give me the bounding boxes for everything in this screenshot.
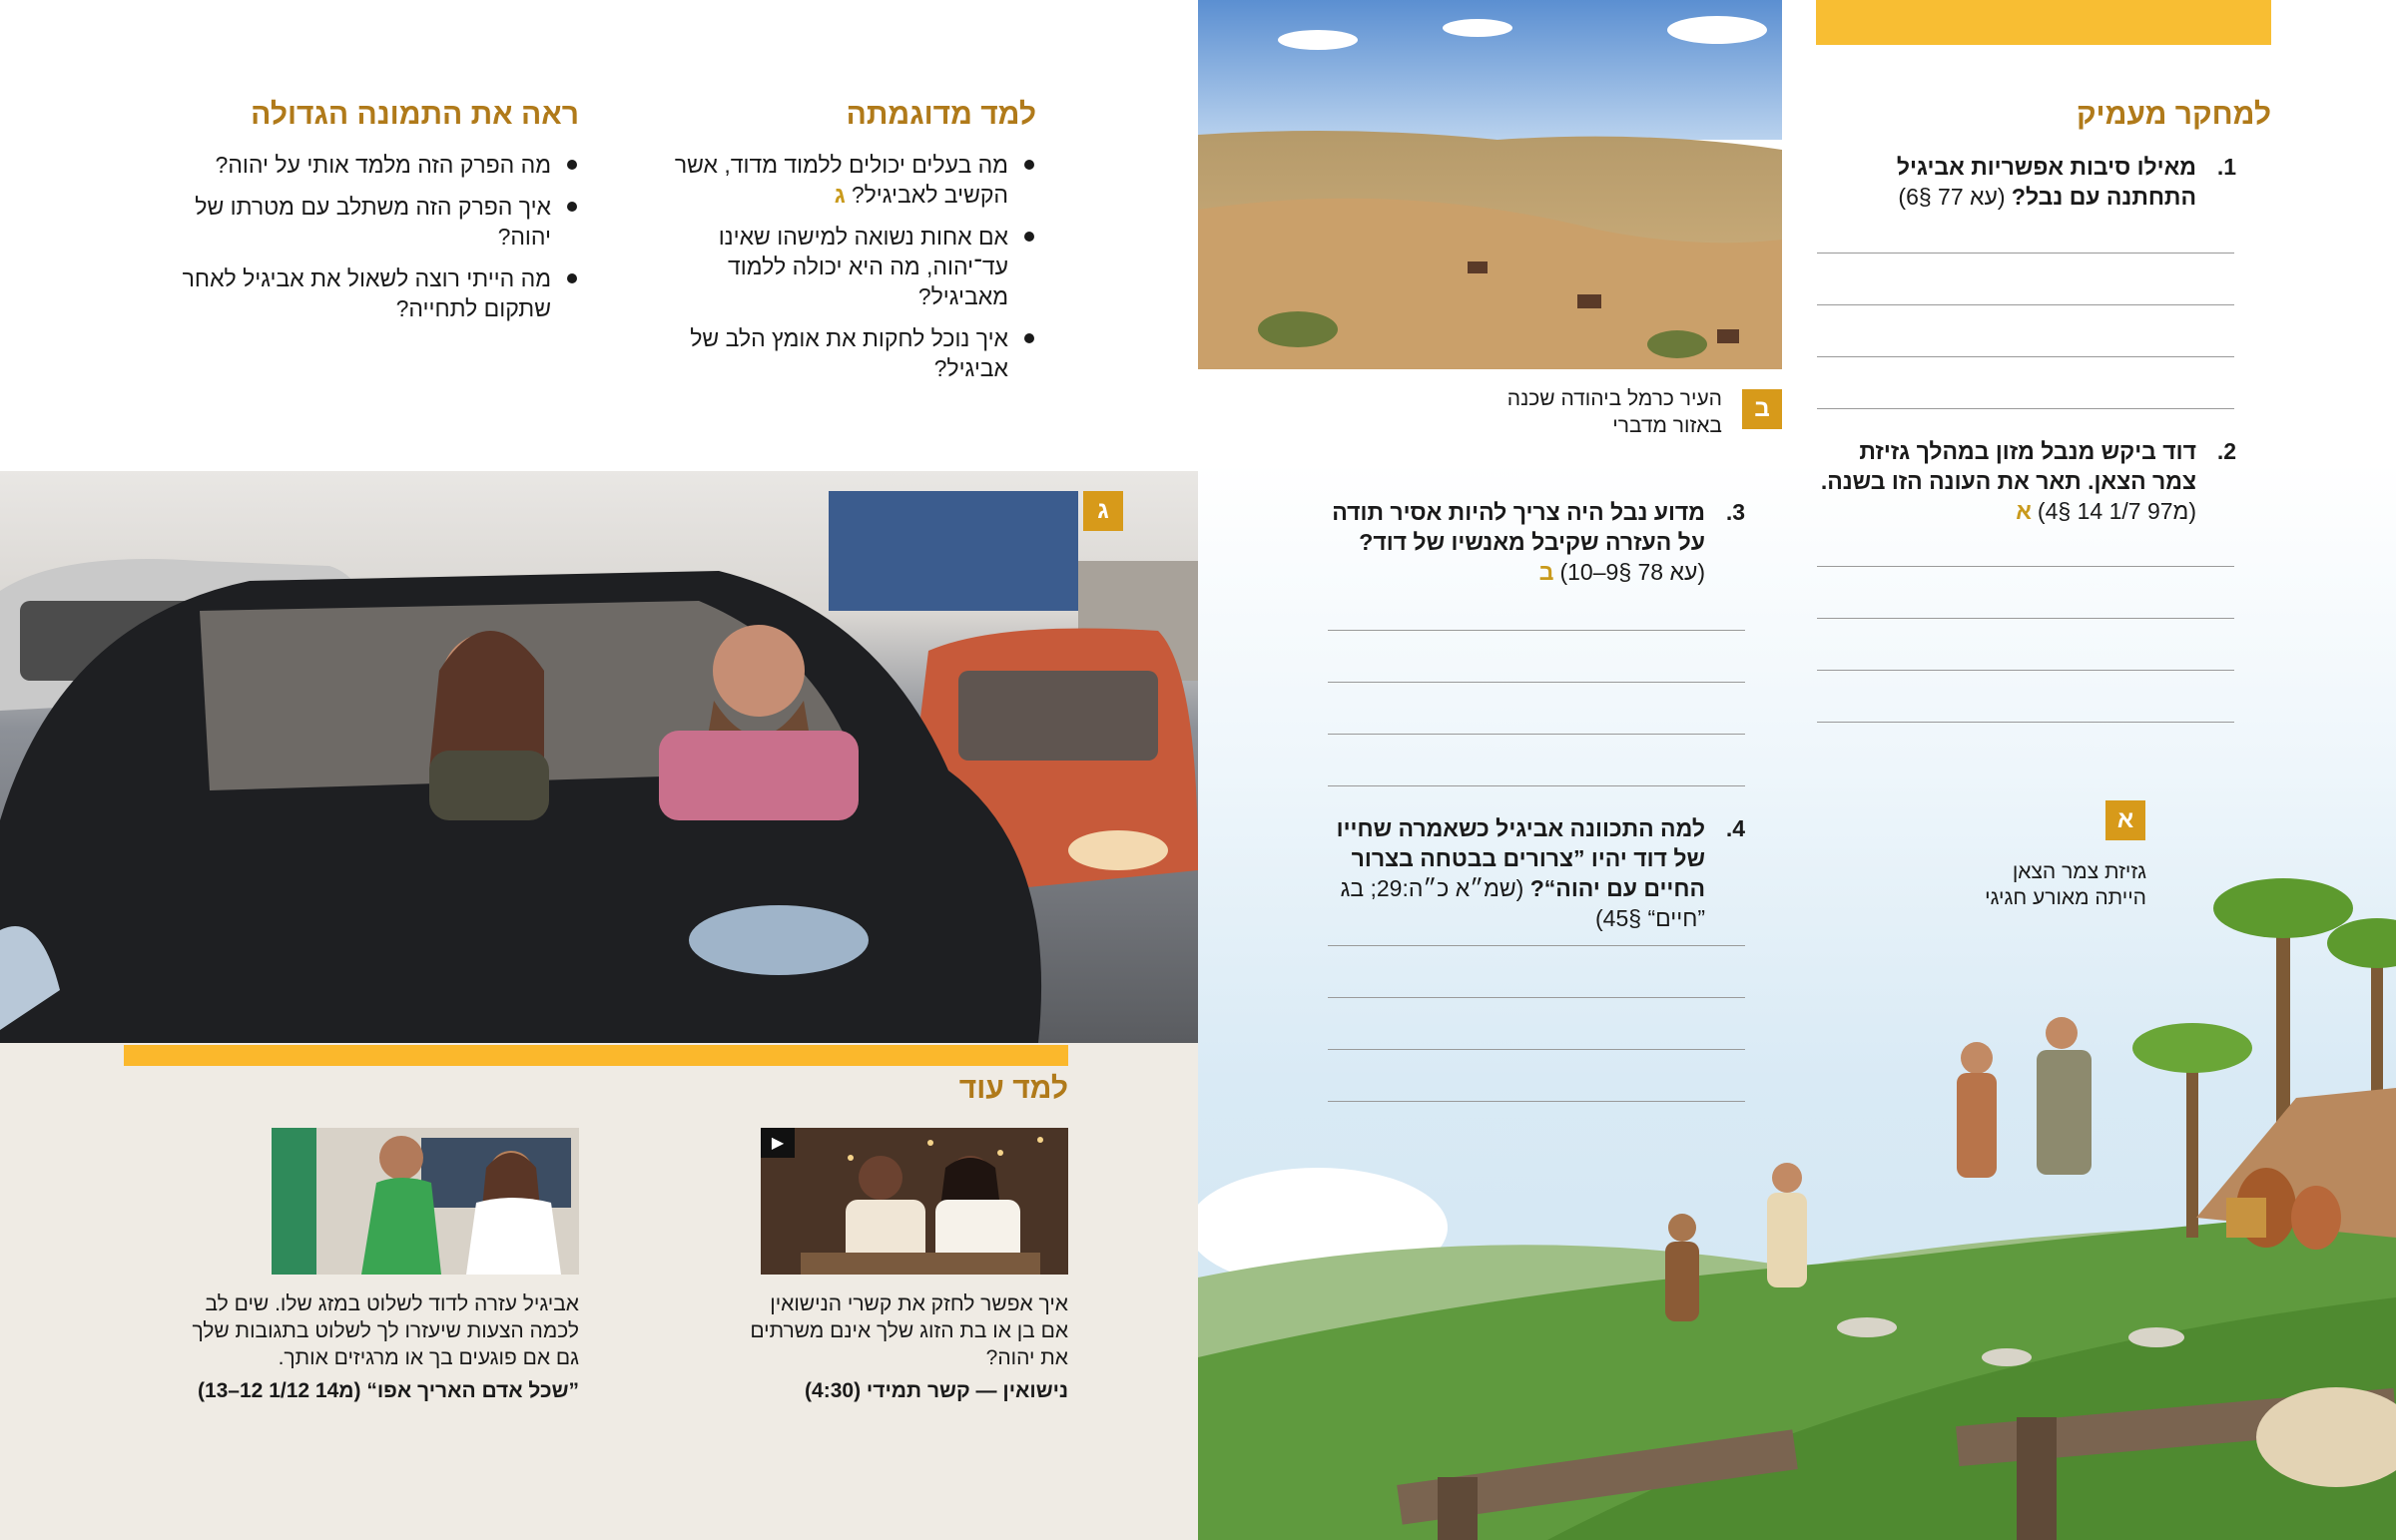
answer-line[interactable] [1328, 785, 1745, 786]
photo-b-caption-line1: העיר כרמל ביהודה שכנה [1506, 387, 1722, 410]
answer-line[interactable] [1328, 997, 1745, 998]
couple-car-photo [0, 471, 1198, 1043]
couple-dinner-illustration [761, 1128, 1068, 1275]
big-picture-list [160, 150, 579, 323]
answer-line[interactable] [1328, 1101, 1745, 1102]
article-thumbnail[interactable] [272, 1128, 579, 1275]
answer-line[interactable] [1328, 945, 1745, 946]
article-source-link[interactable]: ”שכל אדם האריך אפו“ (מ14 1/12 12–13) [197, 1379, 579, 1402]
answer-line[interactable] [1328, 682, 1745, 683]
learn-more-band [124, 1045, 1068, 1066]
illustration-a-caption-line1: גזיזת צמר הצאן [2012, 860, 2146, 883]
list-item: אם אחות נשואה למישהו שאינו עד־יהוה, מה היא יכולה ללמוד מאביגיל? [649, 222, 1008, 311]
question-number: 1. [2216, 154, 2236, 180]
answer-line[interactable] [1328, 630, 1745, 631]
answer-line[interactable] [1817, 253, 2234, 254]
big-picture-section [160, 98, 579, 335]
illustration-a-caption-line2: הייתה מאורע חגיגי [1985, 886, 2146, 909]
answer-line[interactable] [1817, 670, 2234, 671]
list-item: איך הפרק הזה משתלב עם מטרתו של יהוה? [160, 192, 551, 252]
video-thumbnail[interactable] [761, 1128, 1068, 1275]
research-question-2: 2. דוד ביקש מנבל מזון במהלך גזיזת צמר הצאן. תאר את העונה הזו בשנה. (מ97 1/7 14 §4)א [1820, 438, 2236, 524]
section-tab-decoration [1816, 0, 2271, 45]
video-source-link[interactable]: נישואין — קשר תמידי (4:30) [805, 1379, 1068, 1402]
play-icon[interactable]: ▶ [761, 1128, 795, 1158]
answer-line[interactable] [1328, 1049, 1745, 1050]
research-question-4: 4. למה התכוונה אביגיל כשאמרה שחייו של דוד יהיו ”צרורים בבטחה בצרור החיים עם יהוה“? (שמ״א כ״ה:29; בג ”חיים“ §45) [1336, 815, 1745, 931]
answer-line[interactable] [1817, 356, 2234, 357]
video-caption: איך אפשר לחזק את קשרי הנישואין אם בן או בת הזוג שלך אינם משרתים את יהוה? [750, 1292, 1068, 1369]
answer-line[interactable] [1817, 618, 2234, 619]
research-question-1: 1. מאילו סיבות אפשריות אביגיל התחתנה עם נבל? (עא 77 §6) [1896, 154, 2236, 210]
research-question-3: 3. מדוע נבל היה צריך להיות אסיר תודה על העזרה שקיבל מאנשיו של דוד? (עא 78 §9–10)ב [1332, 499, 1745, 585]
answer-line[interactable] [1817, 722, 2234, 723]
answer-line[interactable] [1817, 304, 2234, 305]
list-item: מה בעלים יכולים ללמוד מדוד, אשר הקשיב לאביגיל?ג [649, 150, 1008, 210]
reference-badge-a: א [2105, 800, 2145, 840]
learn-example-heading: למד מדוגמתה [846, 98, 1036, 131]
reference-letter: א [2016, 498, 2032, 524]
learn-example-list [649, 150, 1036, 383]
car-scene-illustration [0, 471, 1198, 1043]
carmel-desert-photo [1198, 0, 1782, 369]
photo-b-caption-line2: באזור מדברי [1612, 414, 1722, 437]
list-item: איך נוכל לחקות את אומץ הלב של אביגיל? [649, 323, 1008, 383]
learn-example-section [649, 98, 1036, 395]
reference-letter: ב [1538, 559, 1554, 585]
answer-line[interactable] [1817, 408, 2234, 409]
arguing-couple-illustration [272, 1128, 579, 1275]
answer-line[interactable] [1328, 734, 1745, 735]
reference-badge-g: ג [1083, 491, 1123, 531]
reference-letter: ג [834, 182, 846, 208]
learn-more-heading: למד עוד [958, 1072, 1068, 1105]
list-item: מה הפרק הזה מלמד אותי על יהוה? [160, 150, 551, 180]
article-caption: אביגיל עזרה לדוד לשלוט במזג שלו. שים לב לכמה הצעות שיעזרו לך לשלוט בתגובות שלך גם אם פוגעים בך או מרגיזים אותך. [192, 1292, 579, 1369]
list-item: מה הייתי רוצה לשאול את אביגיל לאחר שתקום לתחייה? [160, 263, 551, 323]
research-heading: למחקר מעמיק [2076, 98, 2271, 131]
desert-landscape-illustration [1198, 0, 1782, 369]
reference-badge-b: ב [1742, 389, 1782, 429]
big-picture-heading: ראה את התמונה הגדולה [251, 98, 579, 131]
answer-line[interactable] [1817, 566, 2234, 567]
